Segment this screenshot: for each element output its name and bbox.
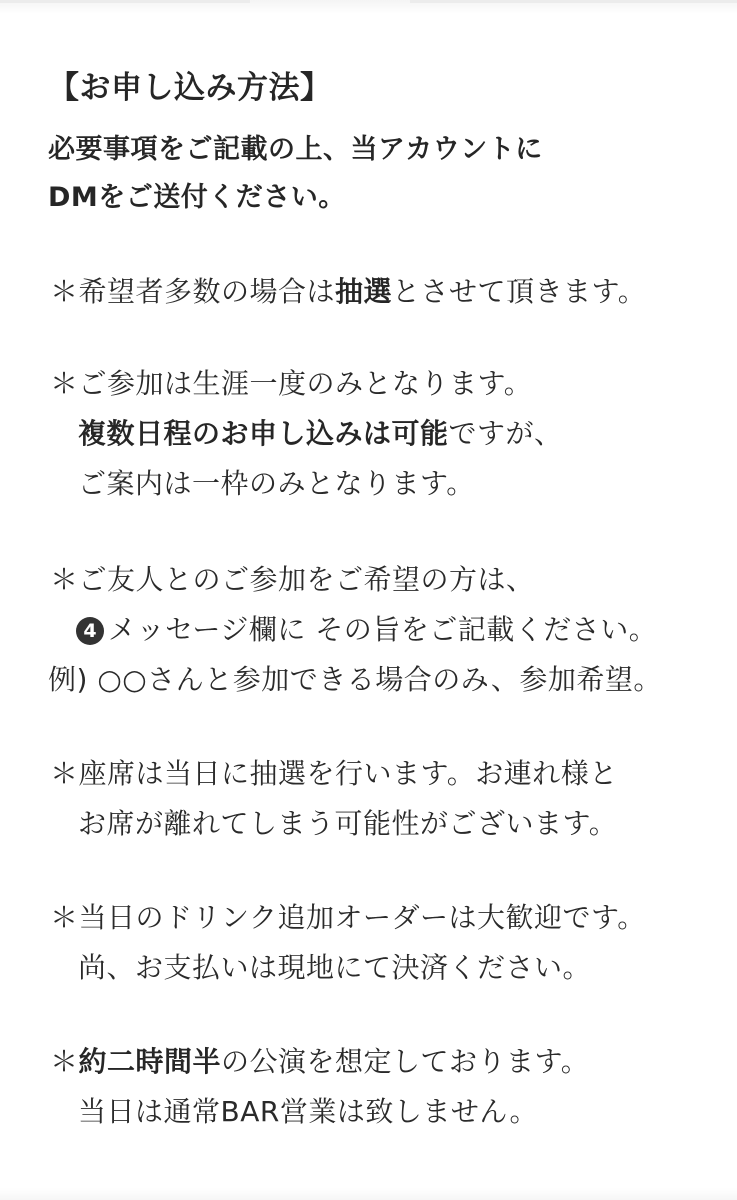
intro-line-2: DMをご送付ください。 xyxy=(48,182,346,213)
bottom-edge-shadow xyxy=(0,1188,737,1200)
note-drinks-line-1: ＊当日のドリンク追加オーダーは大歓迎です。 xyxy=(50,901,646,934)
note-duration-suffix: の公演を想定しております。 xyxy=(221,1045,590,1078)
note-friends-line-2 xyxy=(76,610,657,650)
heading: 【お申し込み方法】 xyxy=(48,70,332,106)
note-once-bold: 複数日程のお申し込みは可能 xyxy=(78,417,449,450)
note-once-line-1: ＊ご参加は生涯一度のみとなります。 xyxy=(50,367,533,400)
intro-line-1: 必要事項をご記載の上、当アカウントに xyxy=(48,134,543,165)
note-friends-text: メッセージ欄に その旨をご記載ください。 xyxy=(108,613,658,646)
note-duration-bold: 約二時間半 xyxy=(78,1045,222,1078)
note-friends-example: 例) ○○さんと参加できる場合のみ、参加希望。 xyxy=(48,663,662,696)
note-lottery-bold: 抽選 xyxy=(335,275,393,308)
note-once-line-2 xyxy=(78,414,563,454)
number-4-circle-icon: 4 xyxy=(76,617,104,645)
note-duration-line-1 xyxy=(50,1042,589,1082)
note-once-line-3: ご案内は一枠のみとなります。 xyxy=(78,467,475,500)
note-duration-line-2: 当日は通常BAR営業は致しません。 xyxy=(78,1095,539,1128)
note-drinks-line-2: 尚、お支払いは現地にて決済ください。 xyxy=(78,951,592,984)
note-duration-prefix: ＊ xyxy=(50,1045,79,1078)
note-lottery xyxy=(50,272,646,312)
note-seats-line-1: ＊座席は当日に抽選を行います。お連れ様と xyxy=(50,757,618,790)
note-lottery-prefix: ＊希望者多数の場合は xyxy=(50,275,336,308)
note-friends-line-1: ＊ご友人とのご参加をご希望の方は、 xyxy=(50,563,535,596)
note-once-rest: ですが、 xyxy=(448,417,563,450)
note-seats-line-2: お席が離れてしまう可能性がございます。 xyxy=(78,807,618,840)
note-lottery-suffix: とさせて頂きます。 xyxy=(392,275,647,308)
